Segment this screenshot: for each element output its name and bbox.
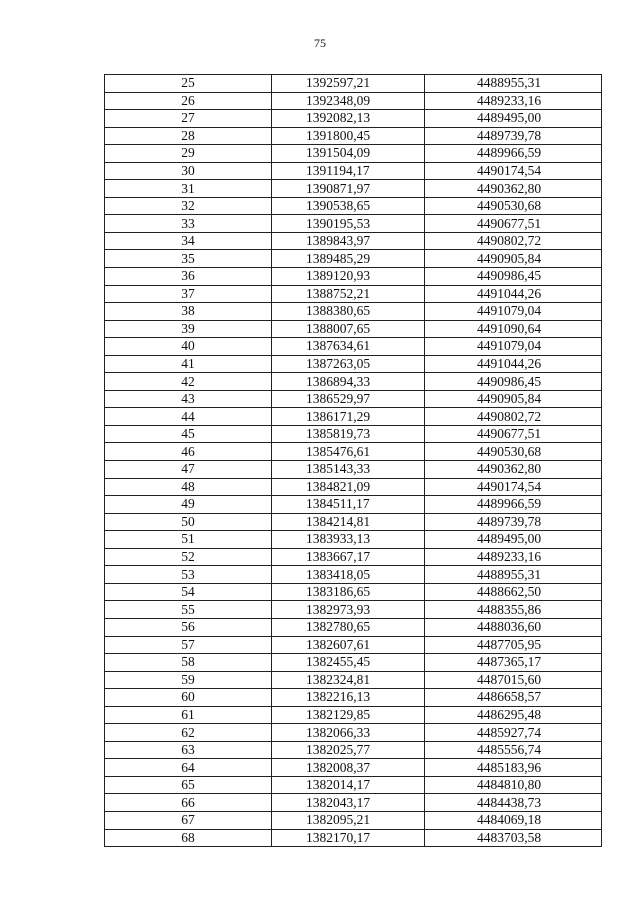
point-number-cell: 60 [105,689,272,707]
table-row [105,355,602,373]
x-coordinate-cell: 1383418,05 [272,566,425,584]
point-number-cell: 39 [105,320,272,338]
x-coordinate-cell: 1382216,13 [272,689,425,707]
table-row [105,548,602,566]
table-row [105,654,602,672]
y-coordinate-cell: 4489739,78 [425,127,602,145]
x-coordinate-cell: 1392348,09 [272,92,425,110]
table-row [105,75,602,93]
x-coordinate-cell: 1392597,21 [272,75,425,93]
table-row [105,461,602,479]
x-coordinate-cell: 1382129,85 [272,706,425,724]
table-row [105,180,602,198]
table-row [105,320,602,338]
y-coordinate-cell: 4486295,48 [425,706,602,724]
point-number-cell: 68 [105,829,272,847]
point-number-cell: 66 [105,794,272,812]
y-coordinate-cell: 4491090,64 [425,320,602,338]
point-number-cell: 67 [105,811,272,829]
x-coordinate-cell: 1382008,37 [272,759,425,777]
y-coordinate-cell: 4490905,84 [425,250,602,268]
y-coordinate-cell: 4490530,68 [425,443,602,461]
x-coordinate-cell: 1383667,17 [272,548,425,566]
point-number-cell: 40 [105,338,272,356]
point-number-cell: 26 [105,92,272,110]
y-coordinate-cell: 4490986,45 [425,373,602,391]
x-coordinate-cell: 1382066,33 [272,724,425,742]
table-row [105,285,602,303]
table-row [105,373,602,391]
y-coordinate-cell: 4487365,17 [425,654,602,672]
x-coordinate-cell: 1382014,17 [272,776,425,794]
y-coordinate-cell: 4490677,51 [425,425,602,443]
coordinates-table [104,74,602,847]
y-coordinate-cell: 4489233,16 [425,548,602,566]
point-number-cell: 57 [105,636,272,654]
coordinates-table-body [105,75,602,847]
point-number-cell: 37 [105,285,272,303]
point-number-cell: 45 [105,425,272,443]
point-number-cell: 64 [105,759,272,777]
point-number-cell: 51 [105,531,272,549]
y-coordinate-cell: 4483703,58 [425,829,602,847]
x-coordinate-cell: 1382973,93 [272,601,425,619]
table-row [105,197,602,215]
y-coordinate-cell: 4489233,16 [425,92,602,110]
point-number-cell: 54 [105,583,272,601]
point-number-cell: 62 [105,724,272,742]
point-number-cell: 63 [105,741,272,759]
y-coordinate-cell: 4489966,59 [425,496,602,514]
point-number-cell: 59 [105,671,272,689]
x-coordinate-cell: 1386171,29 [272,408,425,426]
x-coordinate-cell: 1387263,05 [272,355,425,373]
table-row [105,408,602,426]
x-coordinate-cell: 1390871,97 [272,180,425,198]
point-number-cell: 56 [105,618,272,636]
x-coordinate-cell: 1390195,53 [272,215,425,233]
point-number-cell: 42 [105,373,272,391]
point-number-cell: 44 [105,408,272,426]
point-number-cell: 35 [105,250,272,268]
x-coordinate-cell: 1391504,09 [272,145,425,163]
y-coordinate-cell: 4491044,26 [425,355,602,373]
x-coordinate-cell: 1384821,09 [272,478,425,496]
table-row [105,92,602,110]
y-coordinate-cell: 4487015,60 [425,671,602,689]
point-number-cell: 41 [105,355,272,373]
y-coordinate-cell: 4488662,50 [425,583,602,601]
table-row [105,636,602,654]
x-coordinate-cell: 1390538,65 [272,197,425,215]
x-coordinate-cell: 1388007,65 [272,320,425,338]
x-coordinate-cell: 1382043,17 [272,794,425,812]
point-number-cell: 50 [105,513,272,531]
y-coordinate-cell: 4491079,04 [425,303,602,321]
table-row [105,759,602,777]
x-coordinate-cell: 1389120,93 [272,268,425,286]
table-row [105,338,602,356]
point-number-cell: 28 [105,127,272,145]
point-number-cell: 30 [105,162,272,180]
point-number-cell: 58 [105,654,272,672]
table-row [105,776,602,794]
x-coordinate-cell: 1386894,33 [272,373,425,391]
y-coordinate-cell: 4489495,00 [425,531,602,549]
y-coordinate-cell: 4490174,54 [425,162,602,180]
point-number-cell: 48 [105,478,272,496]
table-row [105,689,602,707]
table-row [105,232,602,250]
table-row [105,618,602,636]
y-coordinate-cell: 4484069,18 [425,811,602,829]
point-number-cell: 46 [105,443,272,461]
table-row [105,268,602,286]
y-coordinate-cell: 4490905,84 [425,390,602,408]
x-coordinate-cell: 1388380,65 [272,303,425,321]
x-coordinate-cell: 1387634,61 [272,338,425,356]
y-coordinate-cell: 4490362,80 [425,180,602,198]
table-row [105,425,602,443]
point-number-cell: 33 [105,215,272,233]
x-coordinate-cell: 1388752,21 [272,285,425,303]
table-row [105,443,602,461]
y-coordinate-cell: 4485556,74 [425,741,602,759]
x-coordinate-cell: 1385819,73 [272,425,425,443]
y-coordinate-cell: 4484810,80 [425,776,602,794]
x-coordinate-cell: 1389485,29 [272,250,425,268]
x-coordinate-cell: 1383933,13 [272,531,425,549]
point-number-cell: 29 [105,145,272,163]
point-number-cell: 31 [105,180,272,198]
table-row [105,794,602,812]
table-row [105,566,602,584]
y-coordinate-cell: 4489966,59 [425,145,602,163]
table-row [105,390,602,408]
y-coordinate-cell: 4489495,00 [425,110,602,128]
table-row [105,250,602,268]
table-row [105,531,602,549]
table-row [105,601,602,619]
table-row [105,162,602,180]
table-row [105,671,602,689]
point-number-cell: 47 [105,461,272,479]
y-coordinate-cell: 4490802,72 [425,408,602,426]
point-number-cell: 43 [105,390,272,408]
x-coordinate-cell: 1384214,81 [272,513,425,531]
y-coordinate-cell: 4488355,86 [425,601,602,619]
y-coordinate-cell: 4490174,54 [425,478,602,496]
y-coordinate-cell: 4485183,96 [425,759,602,777]
y-coordinate-cell: 4485927,74 [425,724,602,742]
table-row [105,513,602,531]
table-row [105,127,602,145]
y-coordinate-cell: 4487705,95 [425,636,602,654]
y-coordinate-cell: 4490530,68 [425,197,602,215]
y-coordinate-cell: 4490677,51 [425,215,602,233]
y-coordinate-cell: 4486658,57 [425,689,602,707]
x-coordinate-cell: 1382324,81 [272,671,425,689]
x-coordinate-cell: 1384511,17 [272,496,425,514]
x-coordinate-cell: 1382095,21 [272,811,425,829]
x-coordinate-cell: 1391194,17 [272,162,425,180]
y-coordinate-cell: 4488955,31 [425,75,602,93]
point-number-cell: 27 [105,110,272,128]
x-coordinate-cell: 1382607,61 [272,636,425,654]
point-number-cell: 32 [105,197,272,215]
table-row [105,583,602,601]
y-coordinate-cell: 4491079,04 [425,338,602,356]
y-coordinate-cell: 4491044,26 [425,285,602,303]
table-row [105,741,602,759]
x-coordinate-cell: 1386529,97 [272,390,425,408]
x-coordinate-cell: 1392082,13 [272,110,425,128]
table-row [105,724,602,742]
y-coordinate-cell: 4490802,72 [425,232,602,250]
x-coordinate-cell: 1391800,45 [272,127,425,145]
point-number-cell: 25 [105,75,272,93]
table-row [105,145,602,163]
x-coordinate-cell: 1382025,77 [272,741,425,759]
x-coordinate-cell: 1382170,17 [272,829,425,847]
point-number-cell: 53 [105,566,272,584]
y-coordinate-cell: 4484438,73 [425,794,602,812]
point-number-cell: 34 [105,232,272,250]
table-row [105,811,602,829]
x-coordinate-cell: 1385476,61 [272,443,425,461]
y-coordinate-cell: 4490986,45 [425,268,602,286]
y-coordinate-cell: 4490362,80 [425,461,602,479]
x-coordinate-cell: 1382455,45 [272,654,425,672]
table-row [105,706,602,724]
x-coordinate-cell: 1389843,97 [272,232,425,250]
x-coordinate-cell: 1383186,65 [272,583,425,601]
point-number-cell: 65 [105,776,272,794]
x-coordinate-cell: 1385143,33 [272,461,425,479]
table-row [105,215,602,233]
x-coordinate-cell: 1382780,65 [272,618,425,636]
page-number: 75 [314,36,326,50]
table-row [105,303,602,321]
table-row [105,110,602,128]
point-number-cell: 38 [105,303,272,321]
table-row [105,829,602,847]
point-number-cell: 55 [105,601,272,619]
table-row [105,478,602,496]
table-row [105,496,602,514]
y-coordinate-cell: 4489739,78 [425,513,602,531]
y-coordinate-cell: 4488955,31 [425,566,602,584]
point-number-cell: 36 [105,268,272,286]
y-coordinate-cell: 4488036,60 [425,618,602,636]
point-number-cell: 61 [105,706,272,724]
point-number-cell: 52 [105,548,272,566]
point-number-cell: 49 [105,496,272,514]
